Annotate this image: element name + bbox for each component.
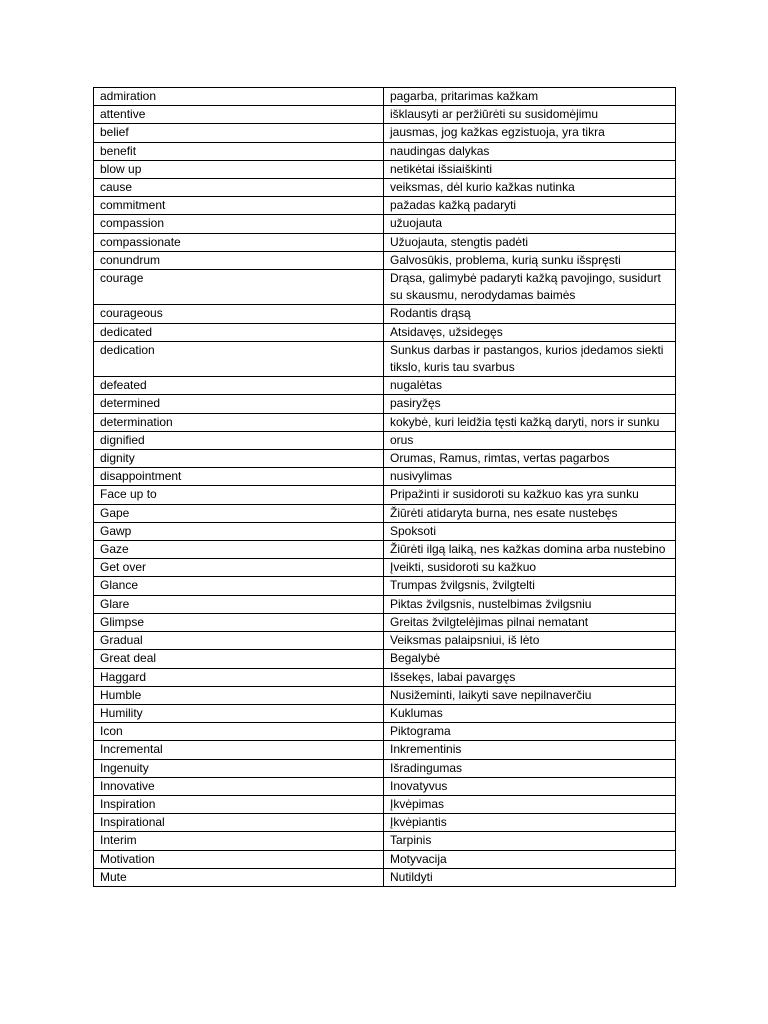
term-cell: Incremental (94, 741, 384, 759)
table-row (94, 305, 676, 323)
definition-cell: Greitas žvilgtelėjimas pilnai nematant (384, 613, 676, 631)
definition-cell: Begalybė (384, 650, 676, 668)
definition-cell: pažadas kažką padaryti (384, 197, 676, 215)
table-row (94, 795, 676, 813)
definition-cell: Rodantis drąsą (384, 305, 676, 323)
definition-cell: Žiūrėti atidaryta burna, nes esate nustebęs (384, 504, 676, 522)
term-cell: compassionate (94, 233, 384, 251)
definition-cell: pagarba, pritarimas kažkam (384, 88, 676, 106)
term-cell: benefit (94, 142, 384, 160)
definition-cell: veiksmas, dėl kurio kažkas nutinka (384, 179, 676, 197)
term-cell: commitment (94, 197, 384, 215)
definition-cell: Išradingumas (384, 759, 676, 777)
term-cell: belief (94, 124, 384, 142)
definition-cell: pasiryžęs (384, 395, 676, 413)
term-cell: Mute (94, 868, 384, 886)
term-cell: Gawp (94, 522, 384, 540)
definition-cell: kokybė, kuri leidžia tęsti kažką daryti, nors ir sunku (384, 413, 676, 431)
table-row (94, 850, 676, 868)
definition-cell: Inovatyvus (384, 777, 676, 795)
term-cell: Inspiration (94, 795, 384, 813)
table-row (94, 868, 676, 886)
definition-cell: Išsekęs, labai pavargęs (384, 668, 676, 686)
term-cell: admiration (94, 88, 384, 106)
term-cell: disappointment (94, 468, 384, 486)
term-cell: compassion (94, 215, 384, 233)
definition-cell: Spoksoti (384, 522, 676, 540)
term-cell: Humble (94, 686, 384, 704)
definition-cell: Užuojauta, stengtis padėti (384, 233, 676, 251)
table-row (94, 179, 676, 197)
vocabulary-table (93, 87, 676, 887)
definition-cell: nusivylimas (384, 468, 676, 486)
term-cell: Gaze (94, 541, 384, 559)
definition-cell: Nusižeminti, laikyti save nepilnaverčiu (384, 686, 676, 704)
definition-cell: nugalėtas (384, 377, 676, 395)
definition-cell: Piktas žvilgsnis, nustelbimas žvilgsniu (384, 595, 676, 613)
definition-cell: jausmas, jog kažkas egzistuoja, yra tikra (384, 124, 676, 142)
term-cell: conundrum (94, 251, 384, 269)
table-row (94, 704, 676, 722)
table-row (94, 522, 676, 540)
term-cell: Glance (94, 577, 384, 595)
term-cell: Inspirational (94, 814, 384, 832)
table-row (94, 541, 676, 559)
term-cell: Ingenuity (94, 759, 384, 777)
table-row (94, 468, 676, 486)
term-cell: Glimpse (94, 613, 384, 631)
definition-cell: Veiksmas palaipsniui, iš lėto (384, 632, 676, 650)
term-cell: Motivation (94, 850, 384, 868)
definition-cell: Piktograma (384, 723, 676, 741)
table-row (94, 251, 676, 269)
table-row (94, 431, 676, 449)
table-row (94, 559, 676, 577)
definition-cell: Galvosūkis, problema, kurią sunku išspręsti (384, 251, 676, 269)
term-cell: attentive (94, 106, 384, 124)
definition-cell: užuojauta (384, 215, 676, 233)
table-row (94, 197, 676, 215)
definition-cell: Tarpinis (384, 832, 676, 850)
term-cell: Face up to (94, 486, 384, 504)
definition-cell: Įkvėpiantis (384, 814, 676, 832)
definition-cell: Kuklumas (384, 704, 676, 722)
table-row (94, 323, 676, 341)
term-cell: Great deal (94, 650, 384, 668)
term-cell: cause (94, 179, 384, 197)
definition-cell: Įveikti, susidoroti su kažkuo (384, 559, 676, 577)
table-row (94, 577, 676, 595)
definition-cell: Žiūrėti ilgą laiką, nes kažkas domina arba nustebino (384, 541, 676, 559)
term-cell: dignified (94, 431, 384, 449)
term-cell: courageous (94, 305, 384, 323)
table-row (94, 270, 676, 305)
definition-cell: naudingas dalykas (384, 142, 676, 160)
term-cell: Humility (94, 704, 384, 722)
definition-cell: Atsidavęs, užsidegęs (384, 323, 676, 341)
table-row (94, 759, 676, 777)
table-row (94, 814, 676, 832)
table-row (94, 632, 676, 650)
definition-cell: Orumas, Ramus, rimtas, vertas pagarbos (384, 450, 676, 468)
table-row (94, 341, 676, 376)
definition-cell: išklausyti ar peržiūrėti su susidomėjimu (384, 106, 676, 124)
term-cell: Get over (94, 559, 384, 577)
table-row (94, 486, 676, 504)
table-row (94, 233, 676, 251)
definition-cell: netikėtai išsiaiškinti (384, 160, 676, 178)
table-row (94, 142, 676, 160)
definition-cell: Trumpas žvilgsnis, žvilgtelti (384, 577, 676, 595)
table-row (94, 668, 676, 686)
term-cell: dignity (94, 450, 384, 468)
table-row (94, 650, 676, 668)
term-cell: Innovative (94, 777, 384, 795)
term-cell: determination (94, 413, 384, 431)
vocabulary-table-body (94, 88, 676, 887)
term-cell: Icon (94, 723, 384, 741)
term-cell: dedication (94, 341, 384, 376)
term-cell: blow up (94, 160, 384, 178)
table-row (94, 413, 676, 431)
term-cell: Glare (94, 595, 384, 613)
table-row (94, 777, 676, 795)
table-row (94, 832, 676, 850)
table-row (94, 723, 676, 741)
definition-cell: Motyvacija (384, 850, 676, 868)
table-row (94, 504, 676, 522)
table-row (94, 88, 676, 106)
term-cell: defeated (94, 377, 384, 395)
table-row (94, 741, 676, 759)
term-cell: Gape (94, 504, 384, 522)
definition-cell: Pripažinti ir susidoroti su kažkuo kas yra sunku (384, 486, 676, 504)
term-cell: Gradual (94, 632, 384, 650)
table-row (94, 106, 676, 124)
table-row (94, 613, 676, 631)
table-row (94, 395, 676, 413)
table-row (94, 377, 676, 395)
table-row (94, 686, 676, 704)
term-cell: Haggard (94, 668, 384, 686)
definition-cell: Sunkus darbas ir pastangos, kurios įdedamos siekti tikslo, kuris tau svarbus (384, 341, 676, 376)
term-cell: dedicated (94, 323, 384, 341)
definition-cell: orus (384, 431, 676, 449)
table-row (94, 124, 676, 142)
table-row (94, 215, 676, 233)
definition-cell: Inkrementinis (384, 741, 676, 759)
table-row (94, 450, 676, 468)
table-row (94, 160, 676, 178)
table-row (94, 595, 676, 613)
term-cell: Interim (94, 832, 384, 850)
term-cell: determined (94, 395, 384, 413)
definition-cell: Drąsa, galimybė padaryti kažką pavojingo, susidurt su skausmu, nerodydamas baimės (384, 270, 676, 305)
term-cell: courage (94, 270, 384, 305)
definition-cell: Įkvėpimas (384, 795, 676, 813)
definition-cell: Nutildyti (384, 868, 676, 886)
